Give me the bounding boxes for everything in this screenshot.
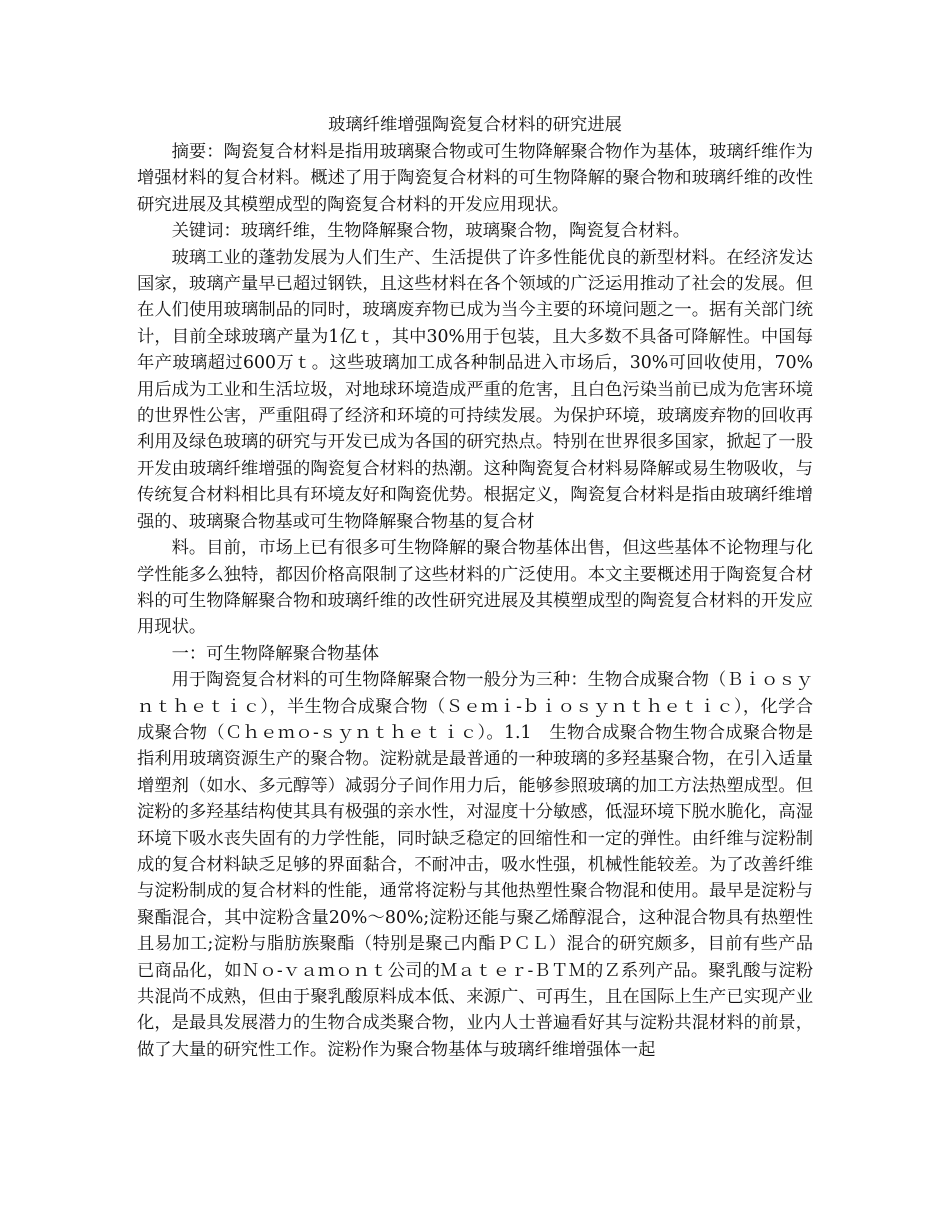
section-heading: 一：可生物降解聚合物基体	[171, 643, 379, 664]
body-paragraph: 用于陶瓷复合材料的可生物降解聚合物一般分为三种：生物合成聚合物（Ｂｉｏｓｙｎｔｈｅｔｉｃ），半生物合成聚合物（Ｓｅｍｉ-ｂｉｏｓｙｎｔｈｅｔｉｃ），化学合成聚合物（Ｃｈｅｍｏ-ｓｙｎｔｈｅｔｉｃ）。1.1 生物合成聚合物生物合成聚合物是指利用玻璃资源生产的聚合物。淀粉就是最普通的一种玻璃的多羟基聚合物，在引入适量增塑剂（如水、多元醇等）减弱分子间作用力后，能够参照玻璃的加工方法热塑成型。但淀粉的多羟基结构使其具有极强的亲水性，对湿度十分敏感，低湿环境下脱水脆化，高湿环境下吸水丧失固有的力学性能，同时缺乏稳定的回缩性和一定的弹性。由纤维与淀粉制成的复合材料缺乏足够的界面黏合，不耐冲击，吸水性强，机械性能较差。为了改善纤维与淀粉制成的复合材料的性能，通常将淀粉与其他热塑性聚合物混和使用。最早是淀粉与聚酯混合，其中淀粉含量20%～80%;淀粉还能与聚乙烯醇混合，这种混合物具有热塑性且易加工;淀粉与脂肪族聚酯（特别是聚己内酯ＰＣＬ）混合的研究颇多，目前有些产品已商品化，如Ｎｏ-ｖａｍｏｎｔ公司的Ｍａｔｅｒ-ＢＴＭ的Ｚ系列产品。聚乳酸与淀粉共混尚不成熟，但由于聚乳酸原料成本低、来源广、可再生，且在国际上生产已实现产业化，是最具发展潜力的生物合成类聚合物，业内人士普遍看好其与淀粉共混材料的前景，做了大量的研究性工作。淀粉作为聚合物基体与玻璃纤维增强体一起	[137, 670, 813, 1060]
document-title: 玻璃纤维增强陶瓷复合材料的研究进展	[328, 115, 622, 135]
body-paragraph: 玻璃工业的蓬勃发展为人们生产、生活提供了许多性能优良的新型材料。在经济发达国家，玻璃产量早已超过钢铁，且这些材料在各个领域的广泛运用推动了社会的发展。但在人们使用玻璃制品的同时，玻璃废弃物已成为当今主要的环境问题之一。据有关部门统计，目前全球玻璃产量为1亿ｔ，其中30%用于包装，且大多数不具备可降解性。中国每年产玻璃超过600万ｔ。这些玻璃加工成各种制品进入市场后，30%可回收使用，70%用后成为工业和生活垃圾，对地球环境造成严重的危害，且白色污染当前已成为危害环境的世界性公害，严重阻碍了经济和环境的可持续发展。为保护环境，玻璃废弃物的回收再利用及绿色玻璃的研究与开发已成为各国的研究热点。特别在世界很多国家，掀起了一股开发由玻璃纤维增强的陶瓷复合材料的热潮。这种陶瓷复合材料易降解或易生物吸收，与传统复合材料相比具有环境友好和陶瓷优势。根据定义，陶瓷复合材料是指由玻璃纤维增强的、玻璃聚合物基或可生物降解聚合物基的复合材	[137, 247, 813, 532]
body-paragraph: 料。目前，市场上已有很多可生物降解的聚合物基体出售，但这些基体不论物理与化学性能多么独特，都因价格高限制了这些材料的广泛使用。本文主要概述用于陶瓷复合材料的可生物降解聚合物和玻璃纤维的改性研究进展及其模塑成型的陶瓷复合材料的开发应用现状。	[137, 538, 813, 638]
keywords-paragraph: 关键词：玻璃纤维，生物降解聚合物，玻璃聚合物，陶瓷复合材料。	[171, 221, 691, 242]
abstract-paragraph: 摘要：陶瓷复合材料是指用玻璃聚合物或可生物降解聚合物作为基体，玻璃纤维作为增强材料的复合材料。概述了用于陶瓷复合材料的可生物降解的聚合物和玻璃纤维的改性研究进展及其模塑成型的陶瓷复合材料的开发应用现状。	[137, 142, 813, 215]
document-page	[137, 112, 813, 1063]
